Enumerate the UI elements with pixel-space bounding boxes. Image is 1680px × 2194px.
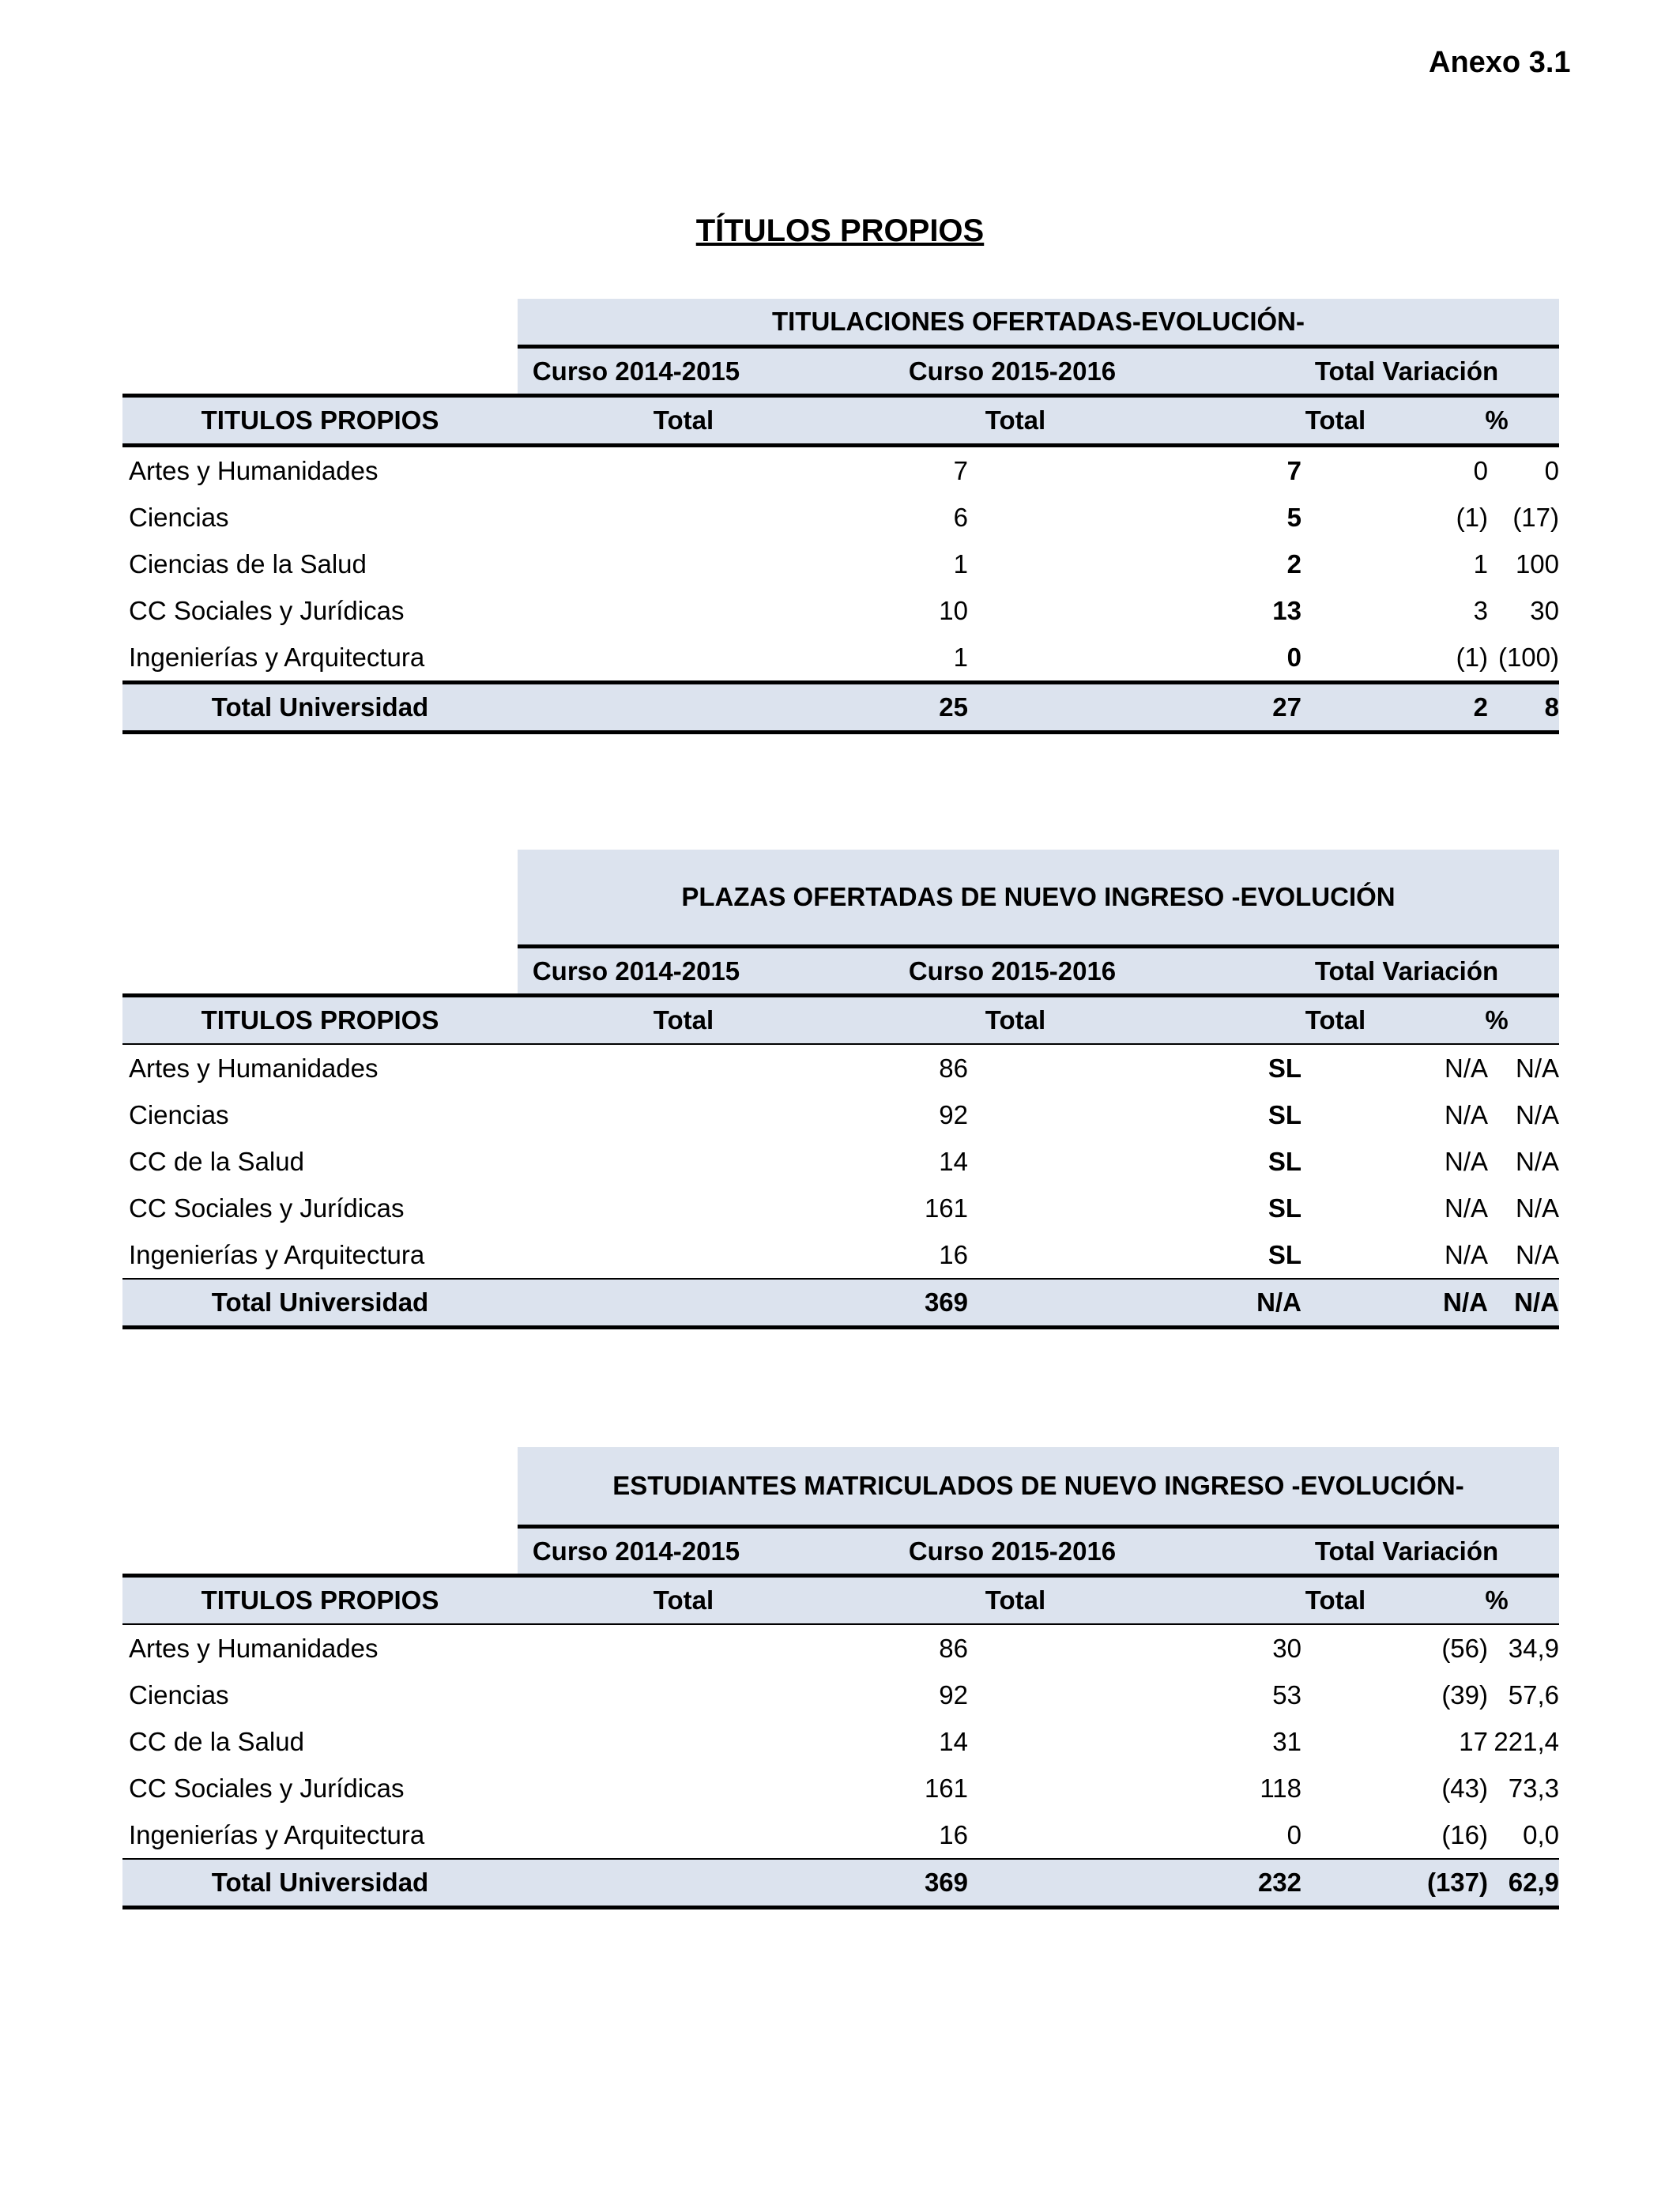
value-2014: 10 xyxy=(939,595,968,625)
row-label: Artes y Humanidades xyxy=(129,1633,379,1663)
variation-total: (1) xyxy=(1456,642,1488,672)
curso-b-header: Curso 2015-2016 xyxy=(908,956,1117,986)
variation-total: N/A xyxy=(1444,1193,1488,1223)
column-header-row xyxy=(122,1574,1559,1623)
table-title: PLAZAS OFERTADAS DE NUEVO INGRESO -EVOLUCIÓN xyxy=(518,850,1559,944)
total-row xyxy=(122,1278,1559,1329)
value-2014: 92 xyxy=(939,1679,968,1710)
value-2014: 161 xyxy=(924,1773,968,1803)
variation-total: 1 xyxy=(1473,548,1488,579)
value-2014: 16 xyxy=(939,1239,968,1269)
pct-header: % xyxy=(1485,405,1509,435)
table-row xyxy=(122,1045,1559,1091)
curso-header-row xyxy=(518,944,1559,993)
variation-pct: 34,9 xyxy=(1508,1633,1559,1663)
row-label: Artes y Humanidades xyxy=(129,1053,379,1083)
total-label: Total Universidad xyxy=(211,692,429,722)
row-label: Ingenierías y Arquitectura xyxy=(129,1239,425,1269)
total-b-header: Total xyxy=(985,1585,1046,1615)
variation-total: 3 xyxy=(1473,595,1488,625)
variation-total: (39) xyxy=(1441,1679,1488,1710)
value-2015: SL xyxy=(1268,1099,1301,1129)
variation-pct: 0 xyxy=(1544,455,1559,485)
value-2015: 5 xyxy=(1286,502,1301,532)
variation-pct: (100) xyxy=(1497,642,1559,672)
column-header-row xyxy=(122,993,1559,1043)
variation-pct: (17) xyxy=(1512,502,1559,532)
variation-pct: 57,6 xyxy=(1508,1679,1559,1710)
table-row xyxy=(122,634,1559,680)
table-row xyxy=(122,1672,1559,1718)
value-2014: 86 xyxy=(939,1633,968,1663)
curso-a-header: Curso 2014-2015 xyxy=(532,356,740,386)
total-b-header: Total xyxy=(985,1005,1046,1035)
table-row xyxy=(122,1718,1559,1765)
total-2015: 27 xyxy=(1272,692,1301,722)
row-label: CC Sociales y Jurídicas xyxy=(129,1773,405,1803)
value-2014: 86 xyxy=(939,1053,968,1083)
total-pct: 8 xyxy=(1544,692,1559,722)
value-2014: 7 xyxy=(953,455,968,485)
variation-total: (56) xyxy=(1441,1633,1488,1663)
variation-pct: N/A xyxy=(1515,1239,1559,1269)
table-row xyxy=(122,1765,1559,1811)
curso-a-header: Curso 2014-2015 xyxy=(532,1536,740,1566)
table-row xyxy=(122,1091,1559,1138)
value-2014: 6 xyxy=(953,502,968,532)
curso-a-header: Curso 2014-2015 xyxy=(532,956,740,986)
value-2014: 161 xyxy=(924,1193,968,1223)
value-2014: 16 xyxy=(939,1819,968,1849)
table-plazas xyxy=(122,850,1559,1329)
variation-total: 17 xyxy=(1459,1726,1488,1756)
value-2015: 13 xyxy=(1272,595,1301,625)
variation-pct: 100 xyxy=(1515,548,1559,579)
variation-total: N/A xyxy=(1444,1053,1488,1083)
value-2015: 7 xyxy=(1286,455,1301,485)
page-title: TÍTULOS PROPIOS xyxy=(695,213,985,248)
total-pct: 62,9 xyxy=(1508,1868,1559,1897)
table-title: ESTUDIANTES MATRICULADOS DE NUEVO INGRESO -EVOLUCIÓN- xyxy=(518,1447,1559,1525)
total-2014: 369 xyxy=(924,1287,968,1317)
row-label: Ciencias xyxy=(129,1099,229,1129)
total-c-header: Total xyxy=(1305,405,1366,435)
total-a-header: Total xyxy=(653,1005,714,1035)
row-label: CC Sociales y Jurídicas xyxy=(129,595,405,625)
value-2015: SL xyxy=(1268,1146,1301,1176)
total-2015: N/A xyxy=(1256,1287,1301,1317)
total-label: Total Universidad xyxy=(211,1287,429,1317)
row-label: Ingenierías y Arquitectura xyxy=(129,1819,425,1849)
curso-header-row xyxy=(518,1525,1559,1574)
variation-pct: N/A xyxy=(1515,1193,1559,1223)
annex-label: Anexo 3.1 xyxy=(1429,46,1571,79)
row-label: CC de la Salud xyxy=(129,1146,304,1176)
row-label: CC de la Salud xyxy=(129,1726,304,1756)
total-2014: 369 xyxy=(924,1868,968,1897)
variation-pct: N/A xyxy=(1515,1053,1559,1083)
variation-pct: N/A xyxy=(1515,1146,1559,1176)
row-label: Artes y Humanidades xyxy=(129,455,379,485)
table-row xyxy=(122,494,1559,541)
variation-total: (43) xyxy=(1441,1773,1488,1803)
value-2015: SL xyxy=(1268,1053,1301,1083)
curso-header-row xyxy=(518,345,1559,394)
table-titulaciones xyxy=(122,299,1559,734)
row-header: TITULOS PROPIOS xyxy=(201,405,439,435)
variation-pct: N/A xyxy=(1515,1099,1559,1129)
curso-b-header: Curso 2015-2016 xyxy=(908,356,1117,386)
variation-pct: 30 xyxy=(1530,595,1559,625)
value-2014: 14 xyxy=(939,1146,968,1176)
total-c-header: Total xyxy=(1305,1585,1366,1615)
row-header: TITULOS PROPIOS xyxy=(201,1005,439,1035)
table-row xyxy=(122,1625,1559,1672)
value-2015: 53 xyxy=(1272,1679,1301,1710)
table-row xyxy=(122,1185,1559,1231)
total-a-header: Total xyxy=(653,405,714,435)
total-2015: 232 xyxy=(1257,1868,1301,1897)
table-row xyxy=(122,1231,1559,1278)
table-row xyxy=(122,1811,1559,1858)
total-b-header: Total xyxy=(985,405,1046,435)
total-variation: (137) xyxy=(1426,1868,1488,1897)
row-label: Ciencias de la Salud xyxy=(129,548,367,579)
variation-total: (16) xyxy=(1441,1819,1488,1849)
variation-total: N/A xyxy=(1444,1239,1488,1269)
table-row xyxy=(122,447,1559,494)
curso-b-header: Curso 2015-2016 xyxy=(908,1536,1117,1566)
column-header-row xyxy=(122,394,1559,443)
table-row xyxy=(122,541,1559,587)
table-title: TITULACIONES OFERTADAS-EVOLUCIÓN- xyxy=(518,299,1559,345)
row-label: Ciencias xyxy=(129,502,229,532)
value-2015: SL xyxy=(1268,1193,1301,1223)
variation-pct: 73,3 xyxy=(1508,1773,1559,1803)
value-2014: 1 xyxy=(953,642,968,672)
pct-header: % xyxy=(1485,1005,1509,1035)
value-2014: 1 xyxy=(953,548,968,579)
total-a-header: Total xyxy=(653,1585,714,1615)
variacion-header: Total Variación xyxy=(1314,1536,1499,1566)
total-label: Total Universidad xyxy=(211,1868,429,1897)
total-variation: 2 xyxy=(1473,692,1488,722)
variation-total: N/A xyxy=(1444,1099,1488,1129)
value-2015: 30 xyxy=(1272,1633,1301,1663)
variation-total: 0 xyxy=(1473,455,1488,485)
table-row xyxy=(122,1138,1559,1185)
value-2015: 118 xyxy=(1260,1773,1301,1803)
variation-total: (1) xyxy=(1456,502,1488,532)
variacion-header: Total Variación xyxy=(1314,356,1499,386)
row-label: CC Sociales y Jurídicas xyxy=(129,1193,405,1223)
value-2015: 2 xyxy=(1286,548,1301,579)
total-variation: N/A xyxy=(1443,1287,1488,1317)
total-c-header: Total xyxy=(1305,1005,1366,1035)
row-label: Ingenierías y Arquitectura xyxy=(129,642,425,672)
value-2015: SL xyxy=(1268,1239,1301,1269)
variation-pct: 221,4 xyxy=(1494,1726,1559,1756)
variacion-header: Total Variación xyxy=(1314,956,1499,986)
total-row xyxy=(122,680,1559,734)
variation-total: N/A xyxy=(1444,1146,1488,1176)
total-pct: N/A xyxy=(1514,1287,1559,1317)
table-estudiantes xyxy=(122,1447,1559,1909)
value-2014: 92 xyxy=(939,1099,968,1129)
value-2015: 31 xyxy=(1272,1726,1301,1756)
row-header: TITULOS PROPIOS xyxy=(201,1585,439,1615)
pct-header: % xyxy=(1485,1585,1509,1615)
variation-pct: 0,0 xyxy=(1523,1819,1559,1849)
total-2014: 25 xyxy=(939,692,968,722)
value-2014: 14 xyxy=(939,1726,968,1756)
value-2015: 0 xyxy=(1286,1819,1301,1849)
row-label: Ciencias xyxy=(129,1679,229,1710)
total-row xyxy=(122,1858,1559,1909)
table-row xyxy=(122,587,1559,634)
value-2015: 0 xyxy=(1286,642,1301,672)
